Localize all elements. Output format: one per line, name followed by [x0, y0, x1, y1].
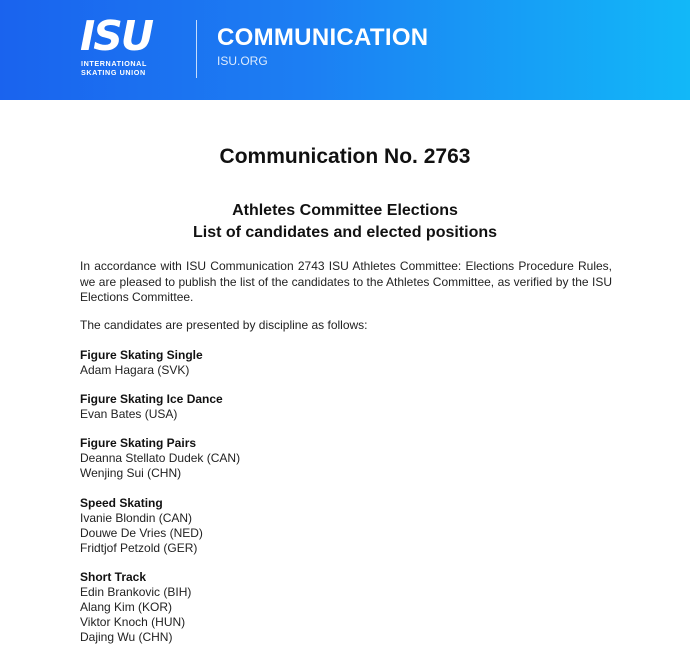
intro-paragraph: In accordance with ISU Communication 2743 ISU Athletes Committee: Elections Procedure Rules, we are pleased to publish the list of the candidates to the Athletes Committee, as verified by the ISU Elections Committee.	[80, 259, 612, 304]
candidate: Wenjing Sui (CHN)	[80, 466, 182, 480]
document-number: Communication No. 2763	[219, 145, 471, 168]
section-speed-skating	[80, 496, 203, 556]
section-short-track	[80, 570, 191, 645]
header-divider	[196, 20, 197, 78]
logo-line-1: INTERNATIONAL	[81, 59, 147, 68]
candidate: Viktor Knoch (HUN)	[80, 615, 186, 629]
section-figure-skating-single	[80, 348, 203, 378]
header-url: ISU.ORG	[217, 54, 268, 68]
section-heading: Short Track	[80, 570, 147, 584]
section-figure-skating-ice-dance	[80, 392, 223, 422]
section-heading: Speed Skating	[80, 496, 163, 510]
candidate: Adam Hagara (SVK)	[80, 363, 190, 377]
candidate: Ivanie Blondin (CAN)	[80, 511, 193, 525]
isu-logo	[80, 12, 178, 78]
section-heading: Figure Skating Ice Dance	[80, 392, 223, 406]
candidate: Douwe De Vries (NED)	[80, 526, 203, 540]
logo-wordmark: ISU	[80, 12, 153, 60]
section-heading: Figure Skating Pairs	[80, 436, 197, 450]
section-heading: Figure Skating Single	[80, 348, 203, 362]
discipline-intro: The candidates are presented by discipline as follows:	[80, 318, 368, 332]
logo-line-2: SKATING UNION	[81, 68, 146, 77]
document-subtitle-2: List of candidates and elected positions	[192, 224, 498, 241]
header-title: COMMUNICATION	[217, 24, 429, 51]
header-banner	[0, 0, 690, 100]
section-figure-skating-pairs	[80, 436, 240, 481]
candidate: Dajing Wu (CHN)	[80, 630, 173, 644]
document-subtitle-1: Athletes Committee Elections	[232, 202, 458, 219]
candidate: Alang Kim (KOR)	[80, 600, 173, 614]
candidate: Deanna Stellato Dudek (CAN)	[80, 451, 241, 465]
candidate: Fridtjof Petzold (GER)	[80, 541, 198, 555]
candidate: Evan Bates (USA)	[80, 407, 178, 421]
candidate: Edin Brankovic (BIH)	[80, 585, 192, 599]
